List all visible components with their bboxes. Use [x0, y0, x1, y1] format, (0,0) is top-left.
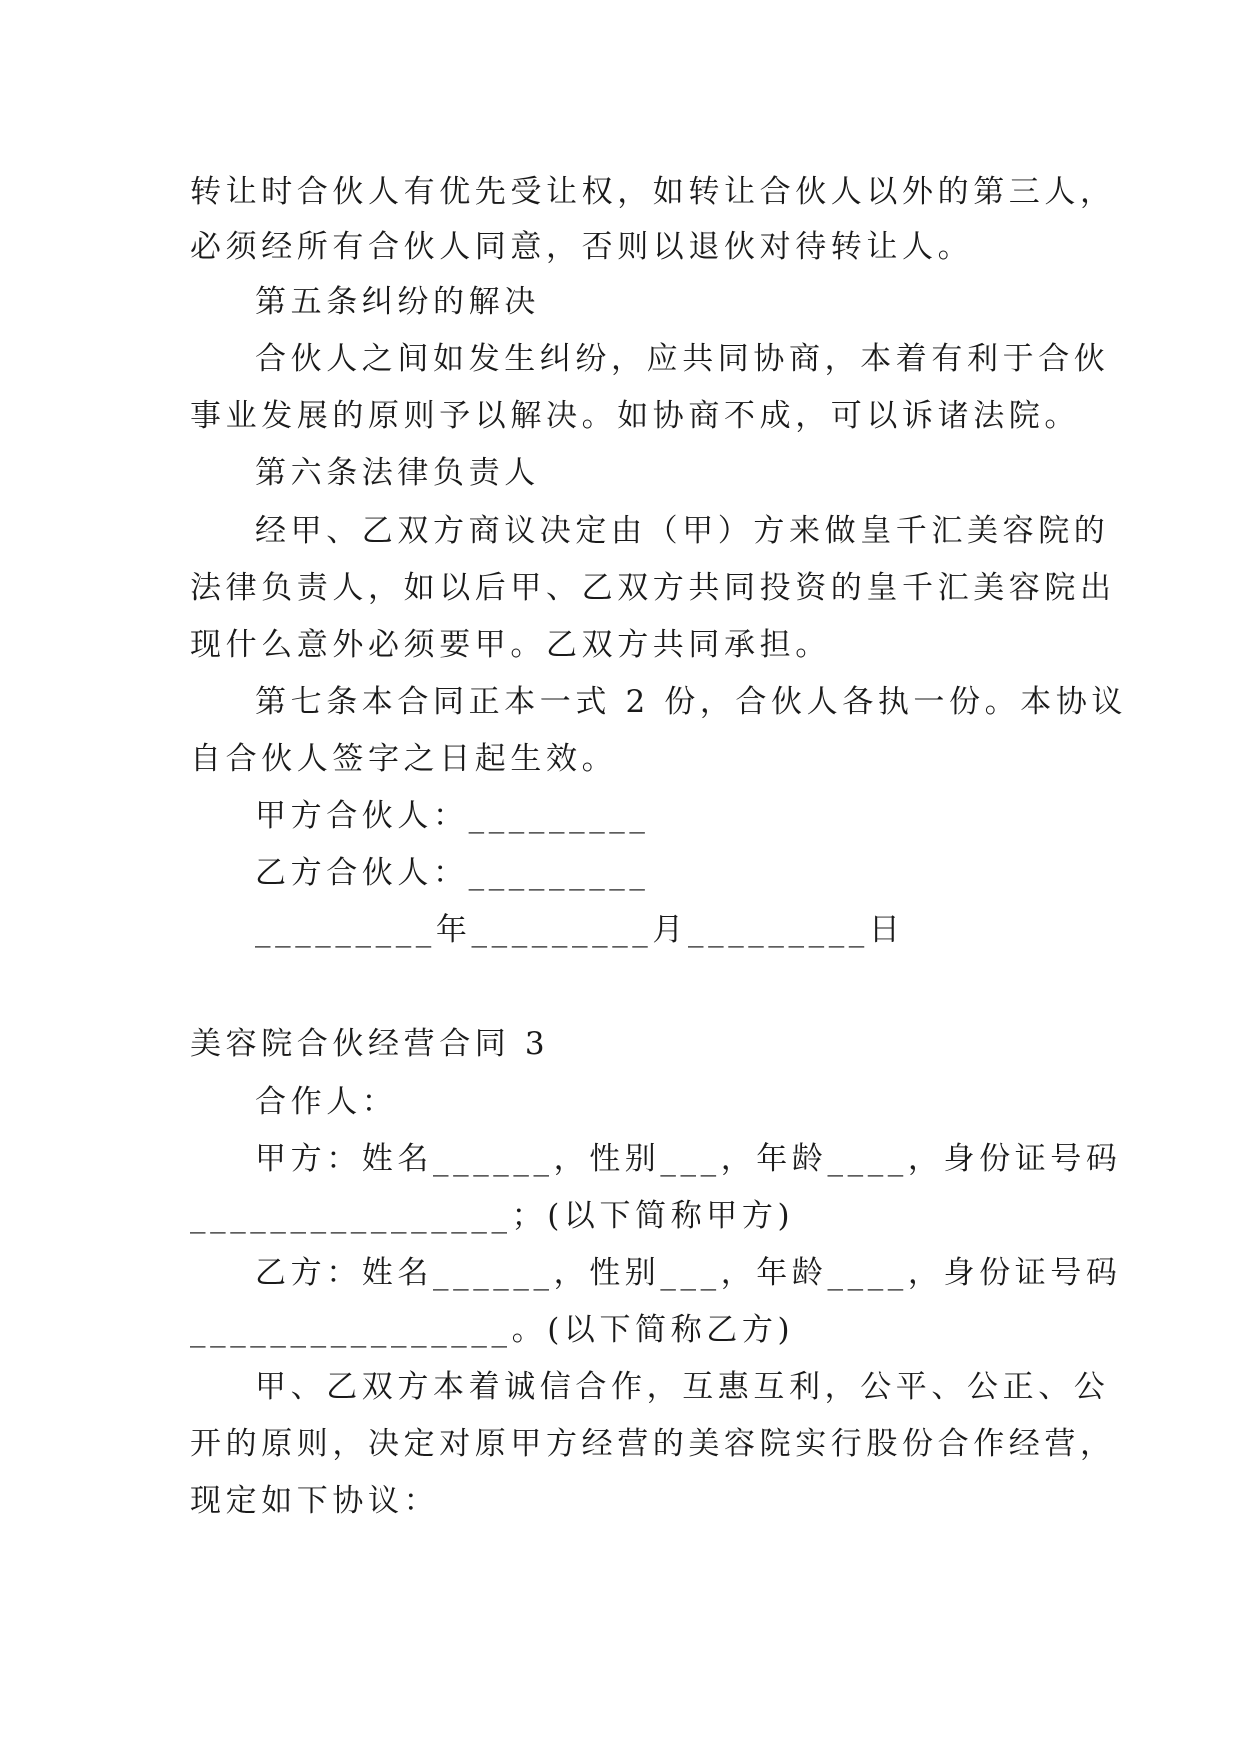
- paragraph-line: 合伙人之间如发生纠纷，应共同协商，本着有利于合伙: [255, 341, 1110, 377]
- date-line: _________年_________月_________日: [255, 912, 905, 948]
- signature-line-party-a: 甲方合伙人：_________: [255, 798, 650, 834]
- paragraph-line: 法律负责人，如以后甲、乙双方共同投资的皇千汇美容院出: [190, 570, 1116, 606]
- section-title: 美容院合伙经营合同 3: [190, 1026, 550, 1062]
- party-b-id-line: ________________。(以下简称乙方): [190, 1312, 795, 1348]
- paragraph-line: 甲、乙双方本着诚信合作，互惠互利，公平、公正、公: [255, 1369, 1110, 1405]
- paragraph-line: 合作人：: [255, 1084, 398, 1120]
- article-heading: 第五条纠纷的解决: [255, 284, 540, 320]
- paragraph-line: 现定如下协议：: [190, 1483, 440, 1519]
- party-a-info-line: 甲方：姓名______，性别___，年龄____，身份证号码: [255, 1141, 1122, 1177]
- paragraph-line: 必须经所有合伙人同意，否则以退伙对待转让人。: [190, 229, 974, 265]
- party-a-id-line: ________________；(以下简称甲方): [190, 1198, 795, 1234]
- paragraph-line: 事业发展的原则予以解决。如协商不成，可以诉诸法院。: [190, 398, 1080, 434]
- paragraph-line: 现什么意外必须要甲。乙双方共同承担。: [190, 627, 831, 663]
- paragraph-line: 开的原则，决定对原甲方经营的美容院实行股份合作经营，: [190, 1426, 1116, 1462]
- paragraph-line: 经甲、乙双方商议决定由（甲）方来做皇千汇美容院的: [255, 513, 1110, 549]
- article-heading: 第六条法律负责人: [255, 455, 540, 491]
- party-b-info-line: 乙方：姓名______，性别___，年龄____，身份证号码: [255, 1255, 1122, 1291]
- paragraph-line: 转让时合伙人有优先受让权，如转让合伙人以外的第三人，: [190, 174, 1116, 210]
- signature-line-party-b: 乙方合伙人：_________: [255, 855, 650, 891]
- paragraph-line: 自合伙人签字之日起生效。: [190, 741, 618, 777]
- paragraph-line: 第七条本合同正本一式 2 份，合伙人各执一份。本协议: [255, 684, 1128, 720]
